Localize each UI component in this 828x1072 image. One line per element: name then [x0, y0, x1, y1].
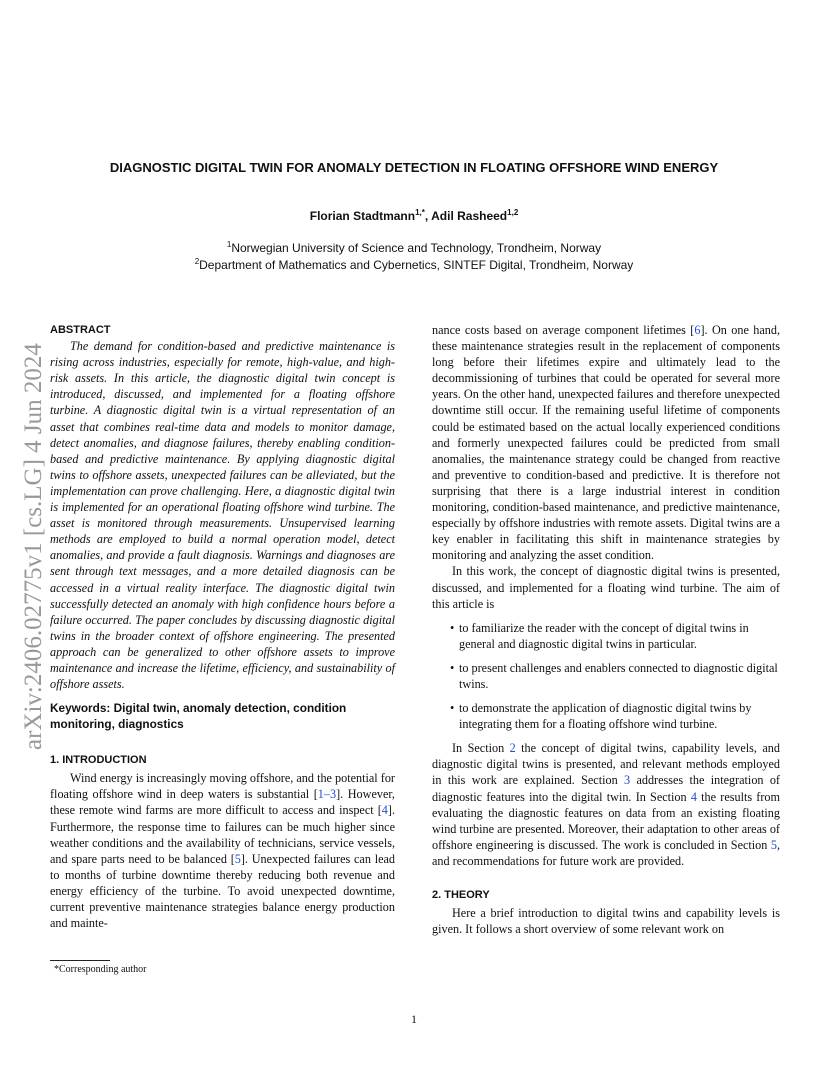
aim-list-item: • to present challenges and enablers connected to diagnostic digital twins. [432, 660, 780, 692]
body-text: ]. On one hand, these maintenance strategies result in the replacement of components long before their lifetimes expire and ultimately lead to the decommissioning of turbines that could be operated for several more years. On the other hand, unexpected failures and therefore unexpected downtime still occur. If the remaining useful lifetime of components could be estimated based on the actual locally experienced conditions and formerly unexpected failures could be predicted from small anomalies, the maintenance strategy could be changed from reactive and preventive to condition-based and predictive. It is therefore not surprising that there is a large industrial interest in condition monitoring, condition-based maintenance, and predictive maintenance, especially by offshore industries with remote assets. Digital twins are a key enabler in facilitating this shift in maintenance strategies by monitoring and analyzing the asset condition. [432, 323, 781, 563]
section-link[interactable]: 3 [624, 773, 631, 788]
aim-list [432, 620, 780, 733]
intro-text: ]. Furthermore, the response time to failures can be much higher since weather conditions and the availability of technicians, service vessels, and spare parts need to be balanced [ [50, 803, 395, 866]
section-link[interactable]: 2 [509, 741, 516, 756]
author-2-marker: 1,2 [507, 208, 519, 217]
author-list [0, 208, 828, 223]
introduction-heading: 1. INTRODUCTION [50, 754, 147, 767]
author-1: Florian Stadtmann [309, 209, 416, 223]
page-number: 1 [411, 1012, 417, 1026]
right-column [432, 322, 780, 937]
arxiv-stamp-text: arXiv:2406.02775v1 [cs.LG] 4 Jun 2024 [20, 343, 47, 750]
citation-link[interactable]: 4 [381, 803, 388, 818]
citation-link[interactable]: 1–3 [317, 787, 337, 802]
body-text: the concept of digital twins, capability levels, and diagnostic digital twins is presented, and relevant methods employed in this work are explained. Section [432, 741, 780, 788]
body-text: In Section [452, 741, 510, 756]
author-1-marker: 1,* [415, 208, 425, 217]
body-text: , and recommendations for future work are provided. [432, 837, 780, 868]
affiliation-2 [0, 257, 828, 272]
body-text: addresses the integration of diagnostic features into the digital twin. In Section [432, 773, 780, 804]
intro-text: ]. Unexpected failures can lead to months of turbine downtime thereby reducing both revenue and energy efficiency of the turbine. To avoid unexpected downtime, current preventive maintenance strategies balance energy production and mainte- [50, 851, 396, 931]
theory-paragraph: Here a brief introduction to digital twins and capability levels is given. It follows a short overview of some relevant work on [432, 906, 780, 937]
theory-heading: 2. THEORY [432, 889, 490, 901]
section-link[interactable]: 4 [690, 789, 697, 804]
aim-paragraph: In this work, the concept of diagnostic digital twins is presented, discussed, and implemented for a floating wind turbine. The aim of this article is [432, 564, 780, 611]
affiliation-2-marker: 2 [194, 257, 200, 266]
aim-list-item: • to demonstrate the application of diagnostic digital twins by integrating them for a floating offshore wind turbine. [432, 700, 780, 732]
body-text: nance costs based on average component lifetimes [ [432, 323, 695, 337]
affiliation-1-text: Norwegian University of Science and Technology, Trondheim, Norway [231, 241, 602, 255]
section-link[interactable]: 5 [770, 837, 777, 852]
author-2: Adil Rasheed [431, 209, 508, 223]
left-column [50, 322, 395, 931]
footnote: *Corresponding author [54, 964, 147, 975]
outline-paragraph [432, 740, 780, 869]
intro-text: ]. However, these remote wind farms are more difficult to access and inspect [ [50, 787, 395, 818]
affiliation-1-marker: 1 [226, 240, 232, 249]
introduction-paragraph [50, 770, 395, 931]
keywords-label: Keywords: [50, 701, 111, 716]
footnote-rule [50, 960, 110, 961]
keywords [50, 700, 395, 732]
citation-link[interactable]: 5 [234, 851, 241, 866]
affiliation-1 [0, 240, 828, 255]
abstract-heading: ABSTRACT [50, 324, 111, 336]
affiliation-2-text: Department of Mathematics and Cybernetics, SINTEF Digital, Trondheim, Norway [199, 258, 634, 272]
body-text: the results from evaluating the diagnostic features on data from an existing floating wind turbine are presented. Moreover, their adaptation to other areas of offshore engineering is discussed. The work is concluded in Section [432, 789, 780, 852]
right-paragraph-1 [432, 322, 780, 563]
paper-title: DIAGNOSTIC DIGITAL TWIN FOR ANOMALY DETECTION IN FLOATING OFFSHORE WIND ENERGY [109, 160, 719, 175]
citation-link[interactable]: 6 [694, 323, 701, 337]
abstract-text: The demand for condition-based and predictive maintenance is rising across industries, especially for remote, high-value, and high-risk assets. In this article, the diagnostic digital twin concept is introduced, discussed, and implemented for a floating offshore turbine. A diagnostic digital twin is a virtual representation of an asset that combines real-time data and models to monitor damage, detect anomalies, and diagnose failures, thereby enabling condition-based and predictive maintenance. By applying diagnostic digital twins to offshore assets, unexpected failures can be alleviated, but the implementation can prove challenging. Here, a diagnostic digital twin is implemented for an operational floating offshore wind turbine. The asset is monitored through measurements. Unsupervised learning methods are employed to build a normal operation model, detect anomalies, and provide a fault diagnosis. Warnings and diagnoses are sent through text messages, and a more detailed diagnosis can be accessed in a virtual reality interface. The diagnostic digital twin successfully detected an anomaly with high confidence hours before a failure occurred. The paper concludes by discussing diagnostic digital twins in the broader context of offshore engineering. The presented approach can be generalized to other offshore assets to improve maintenance and increase the lifetime, efficiency, and sustainability of offshore assets. [50, 339, 395, 692]
intro-text: Wind energy is increasingly moving offshore, and the potential for floating offshore wind in deep waters is substantial [ [50, 771, 395, 802]
aim-list-item: • to familiarize the reader with the concept of digital twins in general and diagnostic digital twins in particular. [432, 620, 780, 652]
keywords-text: Digital twin, anomaly detection, condition monitoring, diagnostics [50, 701, 347, 732]
author-separator: , [424, 209, 432, 223]
